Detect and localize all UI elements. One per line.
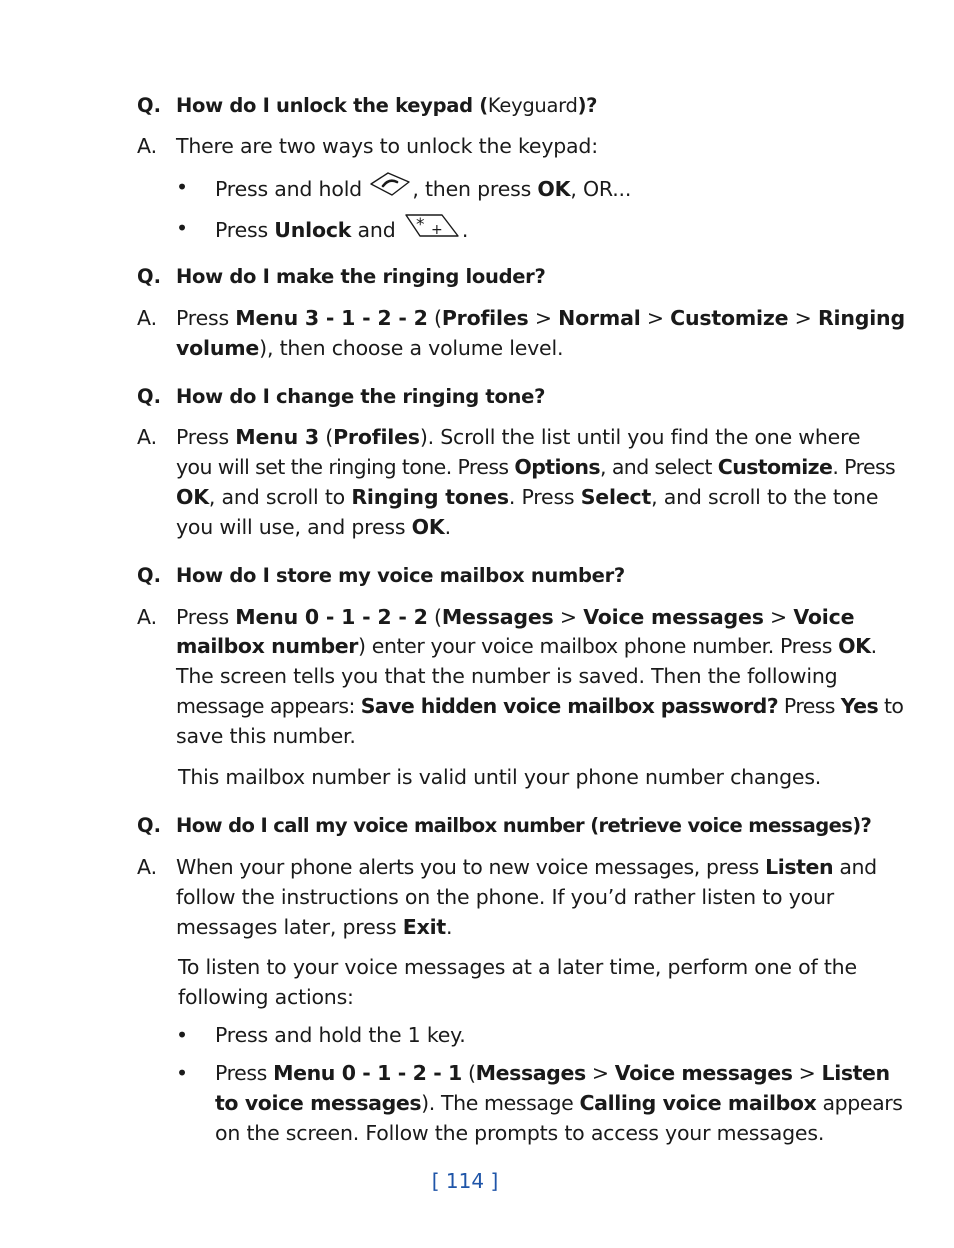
question-4: How do I store my voice mailbox number?: [176, 564, 625, 587]
question-5: How do I call my voice mailbox number (retrieve voice messages)?: [176, 814, 872, 837]
answer-3-line-1: Press Menu 3 (Profiles). Scroll the list until you find the one where: [176, 425, 861, 449]
question-2: How do I make the ringing louder?: [176, 265, 546, 288]
bullet: •: [176, 1061, 189, 1085]
answer-marker: A.: [137, 134, 158, 158]
answer-1-bullet-1: Press and hold , then press OK, OR...: [215, 172, 631, 208]
svg-text:*: *: [415, 215, 425, 235]
answer-3-line-4: you will use, and press OK.: [176, 515, 451, 539]
question-1: How do I unlock the keypad (Keyguard)?: [176, 94, 598, 117]
bullet: •: [176, 175, 189, 199]
answer-1-bullet-2: Press Unlock and * + .: [215, 213, 468, 249]
question-marker: Q.: [137, 814, 161, 837]
answer-1-text: There are two ways to unlock the keypad:: [176, 134, 598, 158]
page-number: [ 114 ]: [431, 1169, 499, 1193]
question-3: How do I change the ringing tone?: [176, 385, 546, 408]
answer-4-line-5: save this number.: [176, 724, 356, 748]
answer-5-bullet-1: Press and hold the 1 key.: [215, 1023, 466, 1047]
answer-4-line-3: The screen tells you that the number is saved. Then the following: [176, 664, 838, 688]
answer-5-line-1: When your phone alerts you to new voice messages, press Listen and: [176, 855, 877, 879]
question-marker: Q.: [137, 265, 161, 288]
answer-5-bullet-2-line-2: to voice messages). The message Calling voice mailbox appears: [215, 1091, 903, 1115]
answer-5-para-1: To listen to your voice messages at a later time, perform one of the: [178, 955, 857, 979]
answer-2-line-1: Press Menu 3 - 1 - 2 - 2 (Profiles > Normal > Customize > Ringing: [176, 306, 905, 330]
star-key-icon: [402, 211, 462, 247]
answer-marker: A.: [137, 425, 158, 449]
answer-3-line-3: OK, and scroll to Ringing tones. Press Select, and scroll to the tone: [176, 485, 879, 509]
answer-5-bullet-2-line-3: on the screen. Follow the prompts to access your messages.: [215, 1121, 825, 1145]
answer-marker: A.: [137, 855, 158, 879]
answer-5-line-2: follow the instructions on the phone. If you’d rather listen to your: [176, 885, 834, 909]
phone-send-key-icon: [368, 170, 412, 206]
answer-5-bullet-2-line-1: Press Menu 0 - 1 - 2 - 1 (Messages > Voice messages > Listen: [215, 1061, 890, 1085]
answer-marker: A.: [137, 306, 158, 330]
svg-text:+: +: [430, 222, 443, 238]
answer-4-line-4: message appears: Save hidden voice mailbox password? Press Yes to: [176, 694, 904, 718]
answer-2-line-2: volume), then choose a volume level.: [176, 336, 564, 360]
answer-4-line-2: mailbox number) enter your voice mailbox phone number. Press OK.: [176, 634, 877, 658]
answer-5-line-3: messages later, press Exit.: [176, 915, 453, 939]
question-marker: Q.: [137, 564, 161, 587]
question-marker: Q.: [137, 94, 161, 117]
answer-4-line-1: Press Menu 0 - 1 - 2 - 2 (Messages > Voice messages > Voice: [176, 605, 855, 629]
answer-5-para-2: following actions:: [178, 985, 354, 1009]
question-marker: Q.: [137, 385, 161, 408]
answer-marker: A.: [137, 605, 158, 629]
answer-4-note: This mailbox number is valid until your phone number changes.: [178, 765, 822, 789]
answer-3-line-2: you will set the ringing tone. Press Options, and select Customize. Press: [176, 455, 896, 479]
bullet: •: [176, 1023, 189, 1047]
bullet: •: [176, 216, 189, 240]
